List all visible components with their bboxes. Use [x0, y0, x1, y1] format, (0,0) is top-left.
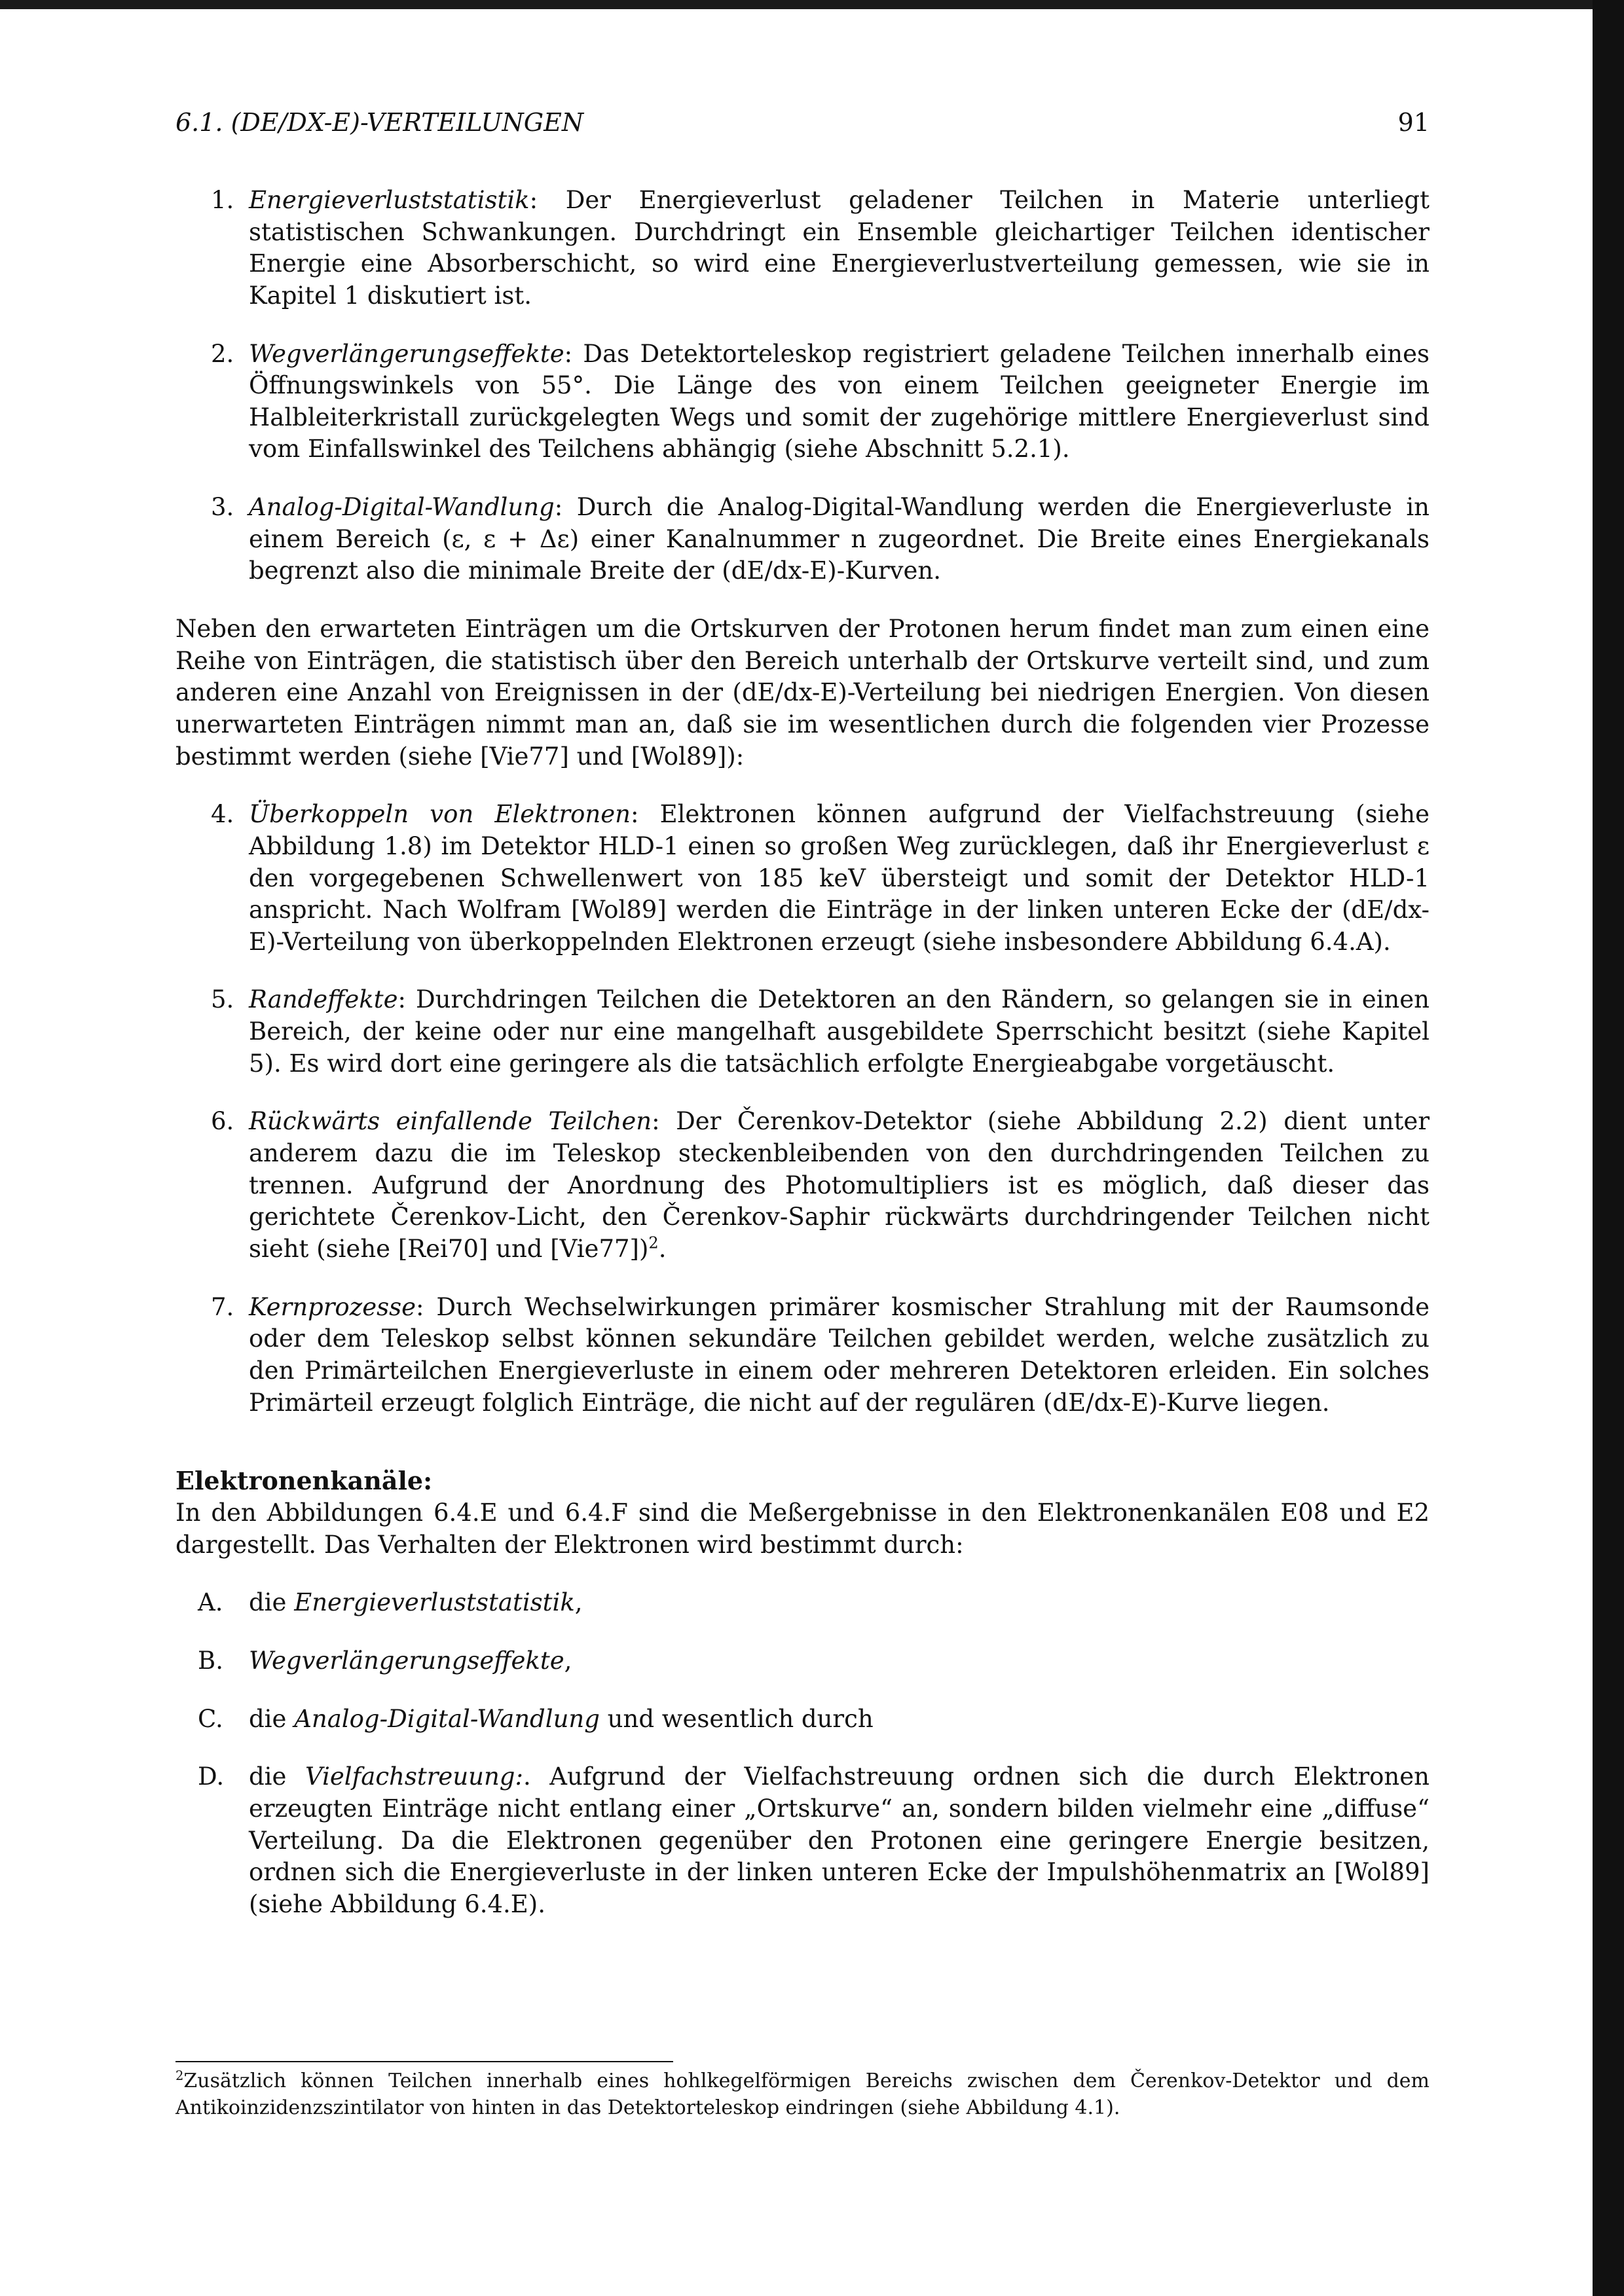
- list-item: [175, 984, 1430, 1080]
- section-title: Elektronenkanäle:: [175, 1466, 433, 1496]
- list-item: [175, 1106, 1430, 1265]
- item-term: Überkoppeln von Elektronen: [249, 800, 631, 829]
- item-number: 1.: [211, 186, 234, 214]
- section-intro: In den Abbildungen 6.4.E und 6.4.F sind die Meßergebnisse in den Elektronenkanälen E08 und E2 dargestellt. Das Verhalten der Elektronen wird bestimmt durch:: [175, 1499, 1430, 1559]
- body-paragraph: Neben den erwarteten Einträgen um die Ortskurven der Protonen herum findet man zum einen eine Reihe von Einträgen, die statistisch über den Bereich unterhalb der Ortskurve verteilt sind, und zum anderen eine Anzahl von Ereignissen in der (dE/dx-E)-Verteilung bei niedrigen Energien. Von diesen unerwarteten Einträgen nimmt man an, daß sie im wesentlichen durch die folgenden vier Prozesse bestimmt werden (siehe [Vie77] und [Wol89]):: [175, 615, 1430, 771]
- item-letter: A.: [198, 1588, 223, 1617]
- item-prefix: die: [249, 1588, 295, 1617]
- list-item: [175, 1761, 1430, 1920]
- item-number: 4.: [211, 800, 234, 829]
- item-text: : Das Detektorteleskop registriert geladene Teilchen innerhalb eines Öffnungswinkels von 55°. Die Länge des von einem Teilchen geeigneter Energie im Halbleiterkristall zurückgelegten Wegs und somit der zugehörige mittlere Energieverlust sind vom Einfallswinkel des Teilchens abhängig (siehe Abschnitt 5.2.1).: [249, 339, 1430, 464]
- item-prefix: die: [249, 1762, 305, 1791]
- item-term: Rückwärts einfallende Teilchen: [249, 1107, 652, 1136]
- footnote-mark: 2: [175, 2068, 184, 2083]
- item-text: : Durch Wechselwirkungen primärer kosmischer Strahlung mit der Raumsonde oder dem Teleskop selbst können sekundäre Teilchen gebildet werden, welche zusätzlich zu den Primärteilchen Energieverluste in einem oder mehreren Detektoren erleiden. Ein solches Primärteil erzeugt folglich Einträge, die nicht auf der regulären (dE/dx-E)-Kurve liegen.: [249, 1292, 1430, 1417]
- footnote-ref: 2: [648, 1233, 659, 1252]
- list-item: [175, 1587, 1430, 1619]
- footnote-rule: [175, 2061, 673, 2062]
- item-text: : Durchdringen Teilchen die Detektoren an den Rändern, so gelangen sie in einen Bereich, der keine oder nur eine mangelhaft ausgebildete Sperrschicht besitzt (siehe Kapitel 5). Es wird dort eine geringere als die tatsächlich erfolgte Energieabgabe vorgetäuscht.: [249, 985, 1430, 1078]
- item-term: Kernprozesse: [249, 1292, 416, 1321]
- item-letter: C.: [198, 1704, 223, 1733]
- list-item: [175, 1645, 1430, 1677]
- item-number: 7.: [211, 1292, 234, 1321]
- item-term: Analog-Digital-Wandlung: [249, 493, 555, 522]
- item-text: ,: [574, 1588, 583, 1617]
- page-number: 91: [1397, 108, 1430, 137]
- item-term: Energieverluststatistik: [294, 1588, 575, 1617]
- list-item: [175, 338, 1430, 466]
- running-header: [175, 108, 1430, 137]
- list-item: [175, 1704, 1430, 1736]
- scan-edge: [1593, 0, 1624, 2296]
- item-text: : Der Čerenkov-Detektor (siehe Abbildung 2.2) dient unter anderem dazu die im Teleskop steckenbleibenden von den durchdringenden Teilchen zu trennen. Aufgrund der Anordnung des Photomultipliers ist es möglich, daß dieser das gerichtete Čerenkov-Licht, den Čerenkov-Saphir rückwärts durchdringender Teilchen nicht sieht (siehe [Rei70] und [Vie77]): [249, 1107, 1430, 1263]
- item-term: Wegverlängerungseffekte: [249, 339, 564, 368]
- page-body: [175, 185, 1430, 1947]
- item-number: 6.: [211, 1107, 234, 1136]
- item-text-tail: .: [658, 1234, 667, 1263]
- list-item: [175, 492, 1430, 587]
- list-item: [175, 799, 1430, 958]
- item-number: 2.: [211, 339, 234, 368]
- list-item: [175, 1292, 1430, 1419]
- item-text: . Aufgrund der Vielfachstreuung ordnen sich die durch Elektronen erzeugten Einträge nicht entlang einer „Ortskurve“ an, sondern bilden vielmehr eine „diffuse“ Verteilung. Da die Elektronen gegenüber den Protonen eine geringere Energie besitzen, ordnen sich die Energieverluste in der linken unteren Ecke der Impulshöhenmatrix an [Wol89] (siehe Abbildung 6.4.E).: [249, 1762, 1430, 1918]
- item-number: 5.: [211, 985, 234, 1014]
- list-item: [175, 185, 1430, 312]
- item-letter: D.: [198, 1762, 225, 1791]
- header-title: 6.1. (DE/DX-E)-VERTEILUNGEN: [175, 108, 584, 137]
- item-term: Analog-Digital-Wandlung: [294, 1704, 600, 1733]
- item-letter: B.: [198, 1647, 223, 1675]
- item-term: Wegverlängerungseffekte: [249, 1647, 564, 1675]
- item-number: 3.: [211, 493, 234, 522]
- item-text: : Elektronen können aufgrund der Vielfachstreuung (siehe Abbildung 1.8) im Detektor HLD-1 einen so großen Weg zurücklegen, daß ihr Energieverlust ε den vorgegebenen Schwellenwert von 185 keV übersteigt und somit der Detektor HLD-1 anspricht. Nach Wolfram [Wol89] werden die Einträge in der linken unteren Ecke der (dE/dx-E)-Verteilung von überkoppelnden Elektronen erzeugt (siehe insbesondere Abbildung 6.4.A).: [249, 800, 1430, 956]
- footnote: [175, 2068, 1430, 2122]
- item-term: Energieverluststatistik: [249, 186, 530, 214]
- item-term: Vielfachstreuung:: [304, 1762, 523, 1791]
- item-text: ,: [564, 1647, 572, 1675]
- item-term: Randeffekte: [249, 985, 398, 1014]
- item-text: : Durch die Analog-Digital-Wandlung werden die Energieverluste in einem Bereich (ε, ε + Δε) einer Kanalnummer n zugeordnet. Die Breite eines Energiekanals begrenzt also die minimale Breite der (dE/dx-E)-Kurven.: [249, 493, 1430, 585]
- item-text: und wesentlich durch: [599, 1704, 874, 1733]
- item-text: : Der Energieverlust geladener Teilchen in Materie unterliegt statistischen Schwankungen. Durchdringt ein Ensemble gleichartiger Teilchen identischer Energie eine Absorberschicht, so wird eine Energieverlustverteilung gemessen, wie sie in Kapitel 1 diskutiert ist.: [249, 186, 1430, 310]
- footnote-text: Zusätzlich können Teilchen innerhalb eines hohlkegelförmigen Bereichs zwischen dem Čerenkov-Detektor und dem Antikoinzidenzszintilator von hinten in das Detektorteleskop eindringen (siehe Abbildung 4.1).: [175, 2069, 1430, 2120]
- item-prefix: die: [249, 1704, 295, 1733]
